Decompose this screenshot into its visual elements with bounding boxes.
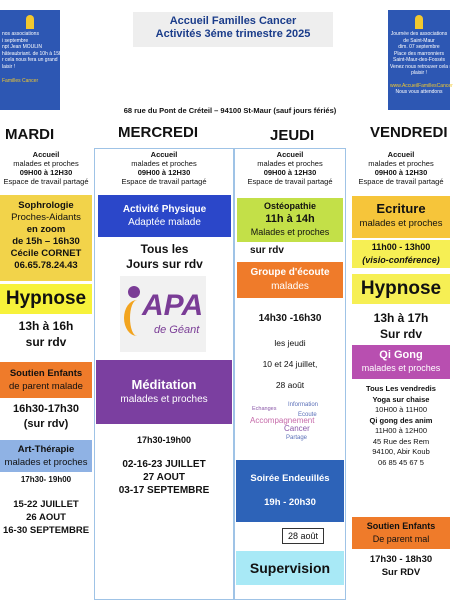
cloud-word: Cancer: [284, 424, 310, 433]
word-cloud: [250, 400, 336, 448]
vendredi-yoga-info: [352, 384, 450, 476]
vendredi-accueil: [352, 150, 450, 192]
mardi-hypnose-time: [0, 318, 92, 354]
groupe-date-line: 28 août: [275, 380, 305, 390]
art-therapie-title: Art-Thérapie: [17, 444, 75, 455]
accueil-time: 09H00 à 12H30: [263, 168, 317, 177]
osteopathie-title: Ostéopathie: [263, 201, 316, 211]
apa-logo-text: APA: [142, 289, 204, 322]
mercredi-meditation: [96, 360, 232, 424]
qigong-title: Qi Gong: [379, 349, 423, 361]
right-card-line: plaisir !: [411, 70, 427, 76]
mercredi-tous-les-jours: [98, 242, 231, 274]
ecriture-mode: (visio-conférence): [362, 255, 440, 265]
accueil-label: Accueil: [32, 150, 60, 159]
mardi-sophrologie: [0, 195, 92, 281]
soutien-audience: De parent mal: [372, 534, 430, 544]
soutien-audience: de parent malade: [9, 381, 83, 392]
ecriture-audience: malades et proches: [359, 218, 443, 229]
soutien-rdv: (sur rdv): [23, 418, 69, 430]
yoga-line[interactable]: 06 85 45 67 5: [378, 457, 424, 467]
mardi-art-time: 17h30- 19h00: [20, 475, 72, 484]
cloud-word: Information: [288, 402, 319, 408]
mardi-dates: [0, 498, 92, 548]
accueil-space: Espace de travail partagé: [121, 177, 207, 186]
soutien-hours: 16h30-17h30: [12, 403, 80, 415]
vendredi-soutien-enfants: [352, 517, 450, 549]
jeudi-accueil: [236, 150, 344, 192]
accueil-label: Accueil: [276, 150, 304, 159]
ribbon-icon: [415, 15, 423, 29]
accueil-space: Espace de travail partagé: [358, 177, 444, 186]
sophrologie-title: Sophrologie: [18, 200, 74, 211]
left-card-line: npt Jean MOULIN: [2, 44, 43, 50]
accueil-label: Accueil: [150, 150, 178, 159]
mardi-art-therapie: [0, 440, 92, 472]
day-heading-mercredi: MERCREDI: [118, 124, 199, 141]
vendredi-qigong: [352, 345, 450, 379]
cloud-word: Echanges: [252, 406, 277, 412]
tous-line: Tous les: [140, 242, 189, 256]
activite-audience: Adaptée malade: [128, 217, 201, 228]
apa-logo: [120, 276, 206, 352]
hypnose-rdv: sur rdv: [25, 335, 67, 349]
hypnose-hours: 13h à 16h: [18, 319, 74, 333]
sophrologie-phone[interactable]: 06.65.78.24.43: [14, 260, 78, 271]
cloud-word: Partage: [286, 435, 308, 441]
day-heading-mardi: MARDI: [5, 126, 55, 143]
header-title: [133, 15, 333, 41]
jeudi-osteo-rdv: sur rdv: [250, 245, 284, 256]
vendredi-ecriture-time: [352, 240, 450, 268]
mardi-accueil: [0, 150, 92, 192]
day-heading-vendredi: VENDREDI: [370, 124, 448, 141]
left-card-line: hâteaubriant. de 10h à 15h: [2, 50, 62, 57]
right-card-line: Saint-Maur-des-Fossés: [393, 57, 445, 63]
right-card-footer: Nous vous attendons: [395, 89, 443, 95]
accueil-label: Accueil: [387, 150, 415, 159]
date-line: 26 AOUT: [26, 512, 66, 523]
art-therapie-audience: malades et proches: [4, 457, 88, 468]
vendredi-hypnose-time: [352, 310, 450, 342]
jeudi-groupe-ecoute: [237, 262, 343, 298]
mercredi-activite-physique: [98, 195, 231, 237]
soutien-title: Soutien Enfants: [9, 368, 83, 379]
activite-title: Activité Physique: [122, 204, 207, 215]
meditation-audience: malades et proches: [120, 394, 208, 405]
accueil-audience: malades et proches: [257, 159, 323, 168]
meditation-title: Méditation: [131, 377, 197, 392]
left-card-line: r cela nous fera un grand: [2, 57, 58, 63]
groupe-audience: malades: [271, 281, 309, 292]
jeudi-soiree-date: 28 août: [282, 528, 324, 544]
mercredi-dates: [96, 458, 232, 504]
left-card-line: i septembre: [2, 37, 29, 44]
header-address: 68 rue du Pont de Créteil – 94100 St-Maur (sauf jours fériés): [123, 106, 337, 115]
accueil-space: Espace de travail partagé: [3, 177, 89, 186]
accueil-time: 09H00 à 12H30: [19, 168, 73, 177]
yoga-line: 94100, Abir Koub: [372, 447, 430, 456]
mardi-soutien-enfants: [0, 362, 92, 398]
right-flyer-card: [388, 10, 470, 110]
jeudi-groupe-dates: [237, 333, 343, 395]
accueil-audience: malades et proches: [131, 159, 197, 168]
mardi-soutien-time: [0, 402, 92, 436]
left-card-line: laisir !: [2, 63, 16, 70]
apa-figure-icon: [128, 286, 140, 298]
yoga-line: Qi gong des anim: [369, 415, 433, 425]
left-flyer-card: [0, 10, 60, 110]
hypnose-rdv: Sur rdv: [379, 327, 422, 341]
soiree-time: 19h - 20h30: [264, 497, 316, 508]
right-card-line: Journée des associations: [390, 31, 448, 37]
sophrologie-mode: en zoom: [26, 224, 66, 235]
hypnose-hours: 13h à 17h: [373, 311, 429, 325]
yoga-line: 10H00 à 11H00: [375, 405, 427, 414]
right-card-line: de Saint-Maur: [403, 37, 435, 44]
ecriture-hours: 11h00 - 13h00: [371, 242, 431, 252]
soutien-rdv: Sur RDV: [381, 567, 421, 578]
ecriture-title: Ecriture: [376, 201, 426, 216]
right-card-link[interactable]: www.AccueilFamillesCancer: [390, 82, 453, 89]
mardi-hypnose: Hypnose: [0, 284, 92, 314]
sophrologie-audience: Proches-Aidants: [11, 212, 81, 223]
jeudi-osteopathie: [237, 198, 343, 242]
vendredi-ecriture: [352, 196, 450, 238]
tous-line: Jours sur rdv: [126, 257, 203, 271]
groupe-date-line: les jeudi: [274, 338, 306, 348]
date-line: 02-16-23 JUILLET: [122, 459, 206, 470]
qigong-audience: malades et proches: [361, 363, 441, 373]
soutien-hours: 17h30 - 18h30: [369, 554, 433, 565]
groupe-title: Groupe d'écoute: [250, 267, 330, 278]
apa-logo-subtext: de Géant: [154, 324, 200, 336]
date-line: 16-30 SEPTEMBRE: [2, 525, 90, 536]
cloud-word: Ecoute: [298, 412, 317, 418]
accueil-space: Espace de travail partagé: [247, 177, 333, 186]
date-line: 27 AOUT: [143, 472, 185, 483]
jeudi-soiree-endeuilles: [236, 460, 344, 522]
osteopathie-time: 11h à 14h: [265, 213, 315, 225]
jeudi-supervision: Supervision: [236, 551, 344, 585]
right-card-line: Venez nous retrouver cela nous fera: [390, 63, 470, 70]
osteopathie-audience: Malades et proches: [250, 227, 330, 237]
accueil-audience: malades et proches: [13, 159, 79, 168]
jeudi-groupe-time: 14h30 -16h30: [258, 313, 322, 324]
date-line: 15-22 JUILLET: [13, 499, 79, 510]
accueil-time: 09H00 à 12H30: [137, 168, 191, 177]
groupe-date-line: 10 et 24 juillet,: [262, 359, 318, 369]
right-card-line: Place des marronniers: [393, 50, 445, 57]
soutien-title: Soutien Enfants: [366, 521, 436, 531]
vendredi-hypnose: Hypnose: [352, 274, 450, 304]
vendredi-soutien-time: [352, 553, 450, 581]
date-line: 03-17 SEPTEMBRE: [118, 485, 210, 496]
left-card-line: nos associations: [2, 31, 39, 37]
left-card-footer: Familles Cancer: [2, 78, 39, 84]
cloud-word: Accompagnement: [250, 416, 315, 425]
accueil-audience: malades et proches: [368, 159, 434, 168]
header-title-line1: Accueil Familles Cancer: [169, 15, 297, 27]
yoga-line: Tous Les vendredis: [366, 384, 436, 393]
ribbon-icon: [26, 15, 34, 29]
day-heading-jeudi: JEUDI: [270, 127, 315, 144]
soiree-title: Soirée Endeuillés: [250, 473, 330, 484]
yoga-line: 45 Rue des Rem: [372, 436, 430, 446]
yoga-line: Yoga sur chaise: [372, 394, 430, 404]
sophrologie-time: de 15h – 16h30: [12, 236, 80, 247]
accueil-time: 09H00 à 12H30: [374, 168, 428, 177]
yoga-line: 11H00 à 12H00: [375, 426, 427, 435]
right-card-line: dim. 07 septembre: [398, 44, 440, 50]
mercredi-meditation-time: 17h30-19h00: [136, 435, 192, 445]
sophrologie-contact: Cécile CORNET: [10, 248, 82, 259]
header-title-line2: Activités 3éme trimestre 2025: [155, 28, 311, 40]
mercredi-accueil: [96, 150, 232, 192]
